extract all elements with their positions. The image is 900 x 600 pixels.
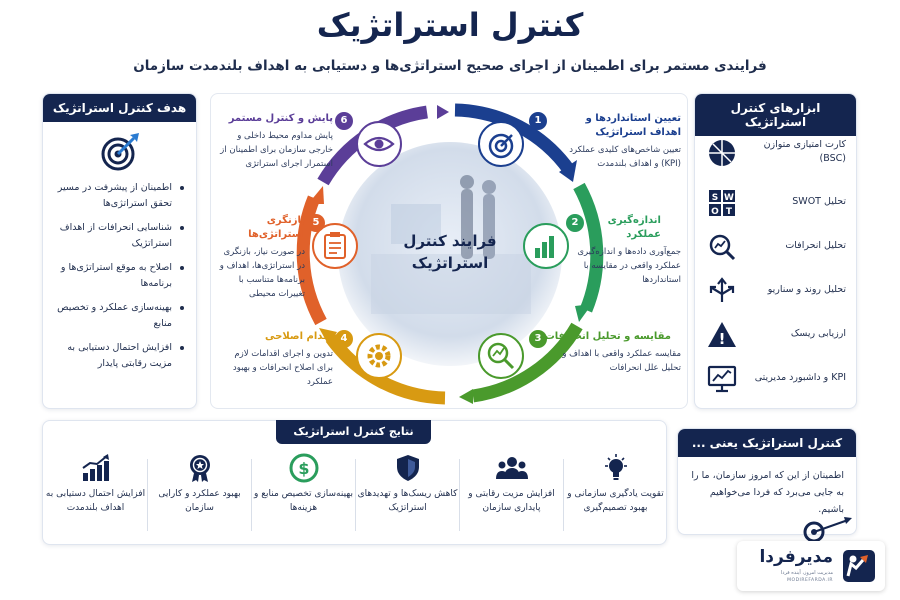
step-5 — [219, 214, 305, 301]
step1-target-icon — [479, 122, 523, 166]
lightbulb-icon — [601, 453, 631, 483]
tool-item — [695, 226, 858, 266]
step-number: 6 — [335, 112, 353, 130]
step-desc: مقایسه عملکرد واقعی با اهداف و تحلیل علل انحرافات — [562, 349, 681, 373]
step4-gear-icon — [357, 334, 401, 378]
meaning-text: اطمینان از این که امروز سازمان، ما را به جایی می‌برد که فردا می‌خواهیم باشیم. — [691, 470, 844, 515]
tool-item — [695, 270, 858, 310]
monitor-chart-icon — [707, 364, 737, 394]
step-title: پایش و کنترل مستمر — [228, 113, 333, 124]
arrows-split-icon — [707, 276, 737, 306]
brand-logo — [737, 541, 885, 591]
magnifier-chart-icon — [707, 232, 737, 262]
step-3 — [541, 330, 681, 375]
step-title: بازنگری استراتژی‌ها — [248, 215, 305, 240]
step-4 — [219, 330, 333, 389]
target-arrow-icon — [800, 514, 860, 542]
result-label: بهبود عملکرد و کارایی سازمان — [158, 489, 241, 513]
warning-icon — [707, 320, 737, 350]
growth-chart-icon — [80, 453, 112, 483]
pie-icon — [707, 138, 737, 168]
logo-tagline: مدیریت امروز، آینده فردا — [780, 570, 833, 576]
warning-mark: ! — [718, 330, 726, 348]
swot-letter-w: W — [724, 193, 734, 203]
step2-bar-chart-icon — [524, 224, 568, 268]
step-title: اندازه‌گیری عملکرد — [607, 215, 661, 240]
step-desc: پایش مداوم محیط داخلی و خارجی سازمان برای اطمینان از استمرار اجرای استراتژی — [220, 131, 333, 169]
result-item — [356, 451, 459, 543]
tool-item — [695, 132, 858, 172]
goal-item: بهینه‌سازی عملکرد و تخصیص منابع — [51, 300, 184, 332]
tool-label: ارزیابی ریسک — [790, 328, 846, 339]
goal-item: اصلاح به موقع استراتژی‌ها و برنامه‌ها — [51, 260, 184, 292]
dollar-mark: $ — [297, 459, 310, 478]
divider — [563, 459, 564, 531]
tool-label: تحلیل روند و سناریو — [767, 284, 846, 295]
step6-eye-icon — [357, 122, 401, 166]
tool-item — [695, 182, 858, 222]
result-label: افزایش مزیت رقابتی و پایداری سازمان — [468, 489, 555, 513]
step-number: 1 — [529, 112, 547, 130]
result-item — [252, 451, 355, 543]
logo-name: مدیرفردا — [759, 547, 833, 567]
shield-icon — [393, 453, 423, 483]
dollar-icon — [289, 453, 319, 483]
cycle-center-line2: استراتژیک — [411, 254, 489, 272]
result-label: بهینه‌سازی تخصیص منابع و هزینه‌ها — [254, 489, 353, 513]
step-2 — [573, 214, 681, 287]
divider — [355, 459, 356, 531]
cycle-center-line1: فرایند کنترل — [403, 232, 497, 250]
goal-item: افزایش احتمال دستیابی به مزیت رقابتی پایدار — [51, 340, 184, 372]
tools-panel — [694, 93, 857, 409]
step-title: اقدام اصلاحی — [265, 331, 333, 342]
logo-domain: MODIREFARDA.IR — [787, 578, 833, 583]
goals-panel — [42, 93, 197, 409]
divider — [459, 459, 460, 531]
step-number: 5 — [307, 214, 325, 232]
result-label: کاهش ریسک‌ها و تهدیدهای استراتژیک — [357, 489, 458, 513]
result-item — [148, 451, 251, 543]
step-number: 2 — [566, 214, 584, 232]
tool-item — [695, 358, 858, 398]
goal-item: شناسایی انحرافات از اهداف استراتژیک — [51, 220, 184, 252]
logo-mark-icon — [841, 548, 877, 584]
goal-item: اطمینان از پیشرفت در مسیر تحقق استراتژی‌ها — [51, 180, 184, 212]
result-label: افزایش احتمال دستیابی به اهداف بلندمدت — [45, 489, 146, 513]
page-title: کنترل استراتژیک — [316, 6, 584, 44]
result-item — [460, 451, 563, 543]
tool-label: تحلیل انحرافات — [785, 240, 846, 251]
step-desc: تدوین و اجرای اقدامات لازم برای اصلاح انحرافات و بهبود عملکرد — [232, 349, 333, 387]
page-subtitle: فرایندی مستمر برای اطمینان از اجرای صحیح استراتژی‌ها و دستیابی به اهداف بلندمدت سازمان — [133, 58, 767, 74]
swot-letter-s: S — [711, 193, 719, 203]
tool-item — [695, 314, 858, 354]
result-item — [564, 451, 667, 543]
step-6 — [219, 112, 333, 171]
swot-letter-o: O — [711, 207, 719, 217]
result-item — [44, 451, 147, 543]
goals-header: هدف کنترل استراتژیک — [43, 94, 196, 122]
meaning-header: کنترل استراتژیک یعنی ... — [678, 429, 856, 457]
step-number: 4 — [335, 330, 353, 348]
tools-header: ابزارهای کنترل استراتژیک — [695, 94, 856, 136]
results-header: نتایج کنترل استراتژیک — [276, 420, 431, 444]
step3-magnifier-chart-icon — [479, 334, 523, 378]
process-cycle — [210, 93, 688, 409]
target-icon — [98, 132, 142, 172]
step-number: 3 — [529, 330, 547, 348]
divider — [251, 459, 252, 531]
step-desc: تعیین شاخص‌های کلیدی عملکرد (KPI) و اهداف بلندمدت — [569, 145, 681, 169]
step-desc: در صورت نیاز، بازنگری در استراتژی‌ها، اهداف و برنامه‌ها متناسب با تغییرات محیطی — [219, 247, 305, 299]
divider — [147, 459, 148, 531]
step-1 — [551, 112, 681, 171]
goals-list — [43, 176, 196, 372]
swot-letter-t: T — [725, 207, 733, 217]
results-panel — [42, 420, 667, 545]
step-title: مقایسه و تحلیل انحرافات — [544, 331, 671, 342]
tool-label: کارت امتیازی متوازن (BSC) — [763, 139, 846, 164]
result-label: تقویت یادگیری سازمانی و بهبود تصمیم‌گیری — [567, 489, 664, 513]
step-title: تعیین استانداردها و اهداف استراتژیک — [585, 113, 681, 138]
swot-grid-icon — [707, 188, 737, 218]
step-desc: جمع‌آوری داده‌ها و اندازه‌گیری عملکرد واقعی در مقایسه با استانداردها — [577, 247, 681, 285]
cycle-center-label — [380, 230, 520, 274]
award-badge-icon — [185, 453, 215, 483]
tool-label: تحلیل SWOT — [792, 196, 846, 207]
people-icon — [495, 453, 529, 483]
tool-label: KPI و داشبورد مدیریتی — [754, 372, 846, 383]
